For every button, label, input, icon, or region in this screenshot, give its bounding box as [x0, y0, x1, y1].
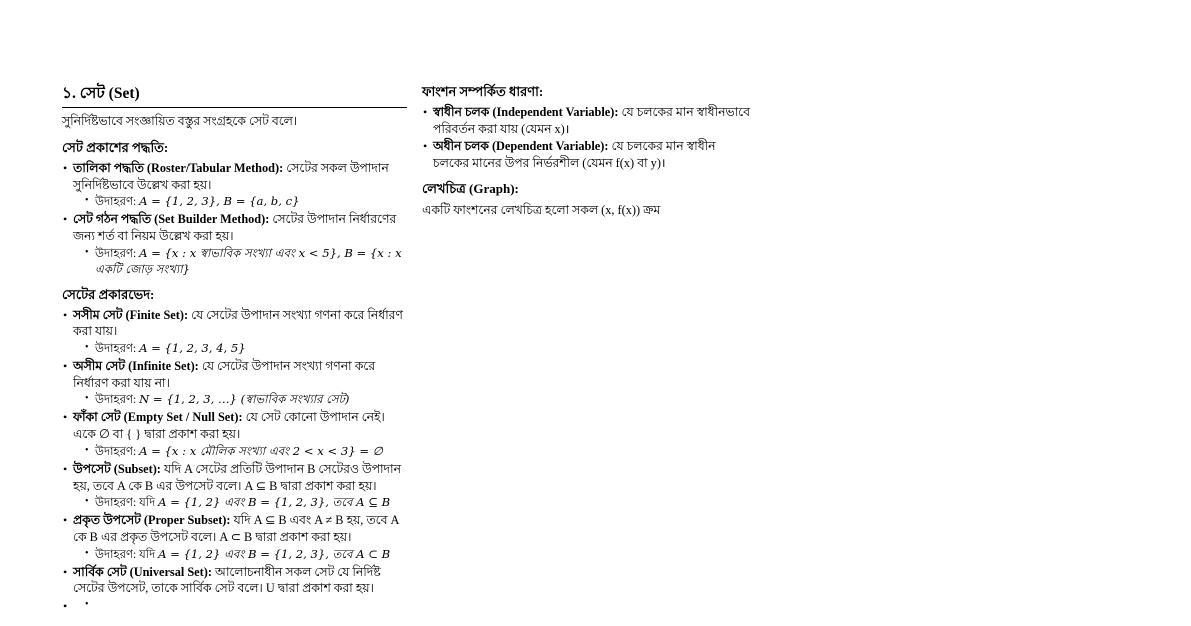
example-math: A = {1, 2, 3}, B = {a, b, c}: [139, 194, 300, 209]
list-item: [62, 160, 407, 210]
example-math: A = {x : x মৌলিক সংখ্যা এবং 2 < x < 3} = ∅: [139, 443, 383, 458]
example-list: [73, 444, 407, 460]
list-item: [422, 104, 752, 137]
example-label: উদাহরণ:: [95, 444, 140, 458]
list-item: [85, 246, 407, 278]
list-item: [85, 444, 407, 460]
list-item: [62, 358, 407, 408]
term-description: যে সেটের উপাদান সংখ্যা গণনা করে নির্ধারণ করা যায়।: [73, 307, 403, 339]
term-label: অসীম সেট (Infinite Set):: [73, 359, 199, 373]
term-label: সেট গঠন পদ্ধতি (Set Builder Method):: [73, 212, 270, 227]
section-heading-graph: লেখচিত্র (Graph):: [422, 180, 519, 196]
left-column: [62, 84, 407, 598]
example-math: N = {1, 2, 3, …} (স্বাভাবিক সংখ্যার সেট): [139, 392, 350, 407]
term-description: যে চলকের মান স্বাধীন চলকের মানের উপর নির্ভরশীল (যেমন f(x) বা y)।: [433, 139, 716, 171]
example-label: উদাহরণ:: [95, 246, 140, 260]
term-label: তালিকা পদ্ধতি (Roster/Tabular Method):: [73, 160, 284, 175]
list-item: [62, 512, 407, 562]
example-list: [73, 246, 407, 278]
example-label: উদাহরণ:: [95, 195, 140, 209]
set-types-list: [62, 307, 407, 598]
function-concepts-list: [422, 104, 752, 172]
example-list: [73, 194, 407, 210]
list-item: [62, 409, 407, 459]
term-description: যদি A ⊆ B এবং A ≠ B হয়, তবে A কে B এর প্রকৃত উপসেট বলে। A ⊂ B দ্বারা প্রকাশ করা হয়।: [73, 513, 399, 544]
example-math: A = {1, 2, 3, 4, 5}: [139, 341, 246, 356]
example-label: উদাহরণ: যদি: [95, 547, 159, 561]
term-label: উপসেট (Subset):: [73, 461, 161, 476]
list-item: [62, 461, 407, 511]
list-item: [62, 307, 407, 357]
list-item: [85, 341, 407, 357]
term-description: যদি A সেটের প্রতিটি উপাদান B সেটেরও উপাদান হয়, তবে A কে B এর উপসেট বলে। A ⊆ B দ্বারা প্রকাশ করা হয়।: [73, 461, 401, 493]
graph-paragraph: একটি ফাংশনের লেখচিত্র হলো সকল (x, f(x)) ক্রম: [422, 202, 661, 217]
example-list: [73, 495, 407, 511]
term-label: প্রকৃত উপসেট (Proper Subset):: [73, 513, 231, 528]
list-item: [422, 138, 752, 171]
term-description: সেটের উপাদান নির্ধারণের জন্য শর্ত বা নিয়ম উল্লেখ করা হয়।: [73, 212, 397, 243]
example-list: [73, 341, 407, 357]
list-item: [85, 194, 407, 210]
example-list: [73, 392, 407, 408]
term-description: সেটের সকল উপাদান সুনির্দিষ্টভাবে উল্লেখ করা হয়।: [73, 160, 389, 192]
term-label: সসীম সেট (Finite Set):: [73, 307, 189, 322]
example-math: A = {x : x স্বাভাবিক সংখ্যা এবং x < 5}, B = {x : x একটি জোড় সংখ্যা}: [95, 245, 402, 276]
example-label: উদাহরণ: যদি: [95, 496, 159, 510]
term-description: যে সেটের উপাদান সংখ্যা গণনা করে নির্ধারণ করা যায় না।: [73, 359, 376, 390]
term-label: অধীন চলক (Dependent Variable):: [433, 139, 609, 154]
list-item: [85, 392, 407, 408]
set-representation-list: [62, 160, 407, 278]
page-title: ১. সেট (Set): [62, 84, 407, 108]
example-math: A = {1, 2} এবং B = {1, 2, 3}, তবে A ⊂ B: [158, 546, 391, 561]
list-item: [85, 495, 407, 511]
term-label: স্বাধীন চলক (Independent Variable):: [433, 104, 619, 119]
list-item: [62, 211, 407, 277]
term-label: সার্বিক সেট (Universal Set):: [73, 564, 212, 579]
example-list: [73, 547, 407, 563]
right-column: [422, 84, 752, 219]
term-description: যে সেট কোনো উপাদান নেই। একে ∅ বা { } দ্বারা প্রকাশ করা হয়।: [73, 410, 385, 442]
intro-paragraph: সুনির্দিষ্টভাবে সংজ্ঞায়িত বস্তুর সংগ্রহকে সেট বলে।: [62, 114, 298, 129]
term-description: আলোচনাধীন সকল সেট যে নির্দিষ্ট সেটের উপসেট, তাকে সার্বিক সেট বলে। U দ্বারা প্রকাশ করা হয়।: [73, 564, 381, 596]
example-label: উদাহরণ:: [95, 393, 140, 407]
section-heading-set-representation: সেট প্রকাশের পদ্ধতি:: [62, 139, 169, 155]
list-item: [85, 547, 407, 563]
section-heading-function-concepts: ফাংশন সম্পর্কিত ধারণা:: [422, 84, 544, 99]
term-label: ফাঁকা সেট (Empty Set / Null Set):: [73, 410, 243, 425]
list-item: [62, 564, 407, 597]
section-heading-set-types: সেটের প্রকারভেদ:: [62, 286, 155, 302]
example-label: উদাহরণ:: [95, 342, 140, 356]
example-math: A = {1, 2} এবং B = {1, 2, 3}, তবে A ⊆ B: [158, 495, 391, 510]
term-description: যে চলকের মান স্বাধীনভাবে পরিবর্তন করা যায় (যেমন x)।: [433, 104, 750, 136]
